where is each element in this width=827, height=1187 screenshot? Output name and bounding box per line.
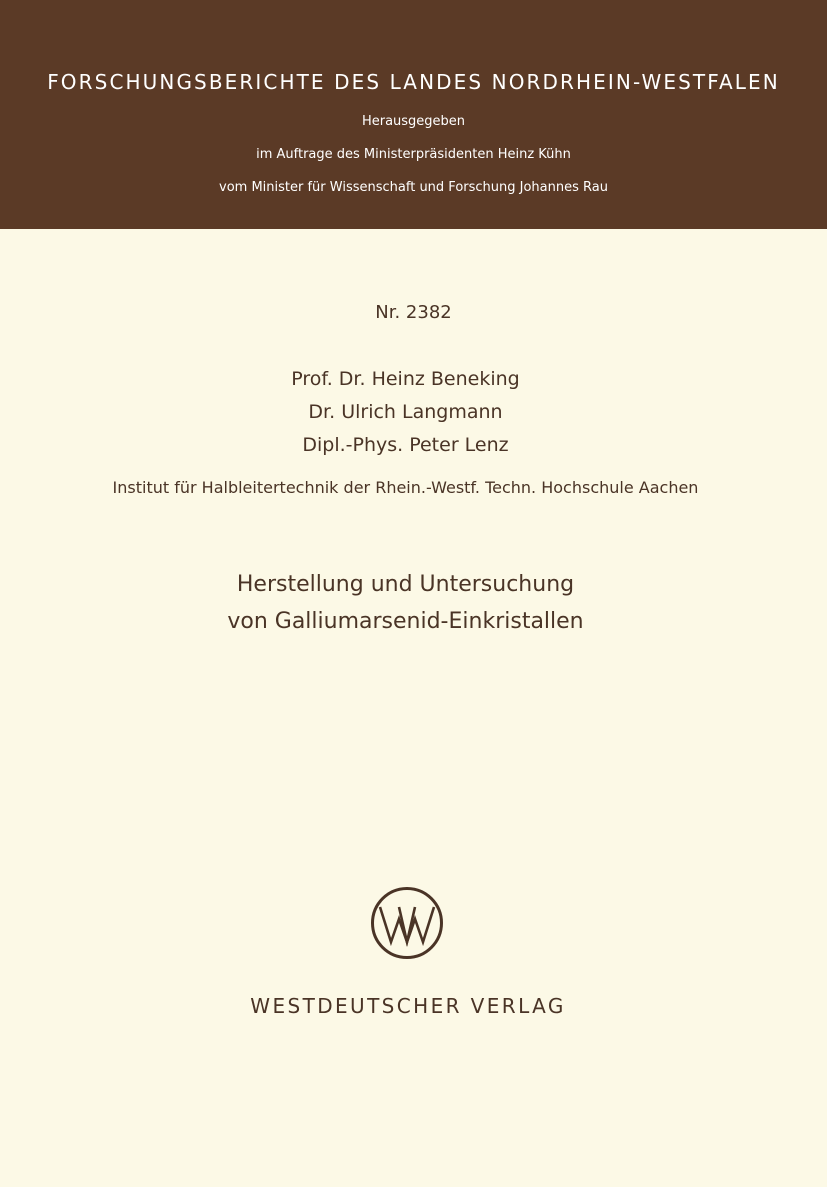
author-3: Dipl.-Phys. Peter Lenz [302, 434, 509, 456]
series-title: FORSCHUNGSBERICHTE DES LANDES NORDRHEIN-WESTFALEN [47, 70, 780, 94]
header-minister: vom Minister für Wissenschaft und Forschung Johannes Rau [219, 180, 608, 195]
title-line-2: von Galliumarsenid-Einkristallen [227, 609, 584, 634]
report-number: Nr. 2382 [375, 302, 452, 323]
header-commissioned-by: im Auftrage des Ministerpräsidenten Heinz Kühn [256, 147, 571, 162]
header-band [0, 0, 827, 229]
publisher-name: WESTDEUTSCHER VERLAG [250, 994, 566, 1018]
author-1: Prof. Dr. Heinz Beneking [291, 368, 520, 390]
publisher-ww-logo-icon [370, 886, 444, 960]
institute: Institut für Halbleitertechnik der Rhein.-Westf. Techn. Hochschule Aachen [112, 478, 699, 497]
header-published-by: Herausgegeben [361, 114, 466, 129]
title-line-1: Herstellung und Untersuchung [236, 572, 575, 597]
author-2: Dr. Ulrich Langmann [308, 401, 503, 423]
